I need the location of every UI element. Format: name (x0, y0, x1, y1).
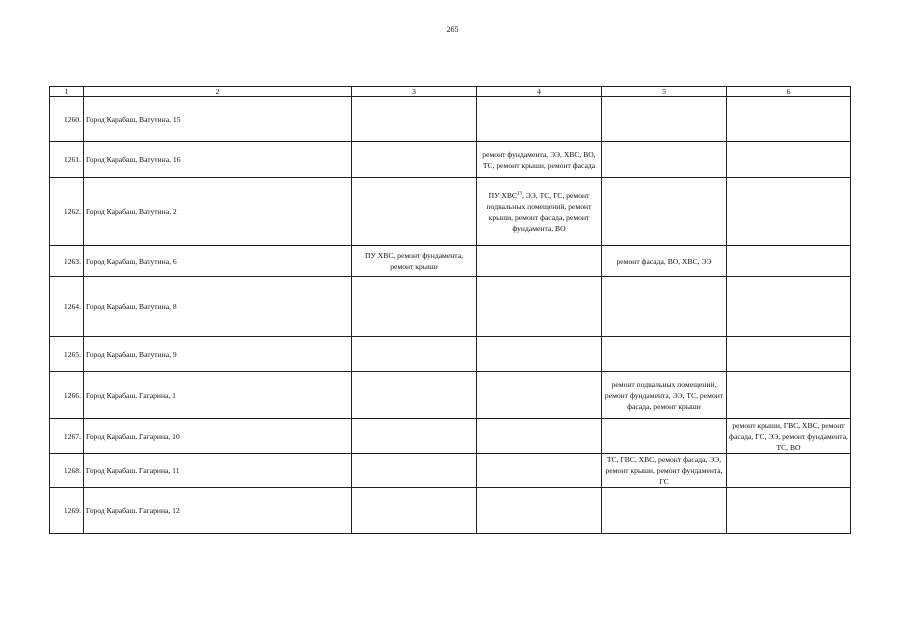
row-address: Город Карабаш, Ватутина, 9 (84, 337, 352, 372)
header-row (50, 87, 851, 97)
cell-col5 (602, 178, 727, 246)
cell-col6 (727, 372, 851, 419)
cell-col4-suffix: , ЭЭ, ТС, ГС, ремонт подвальных помещений, ремонт крыши, ремонт фасада, ремонт фундамента, ВО (486, 190, 592, 233)
table-row (50, 246, 851, 277)
cell-col4 (477, 372, 602, 419)
row-address: Город Карабаш, Гагарина, 1 (84, 372, 352, 419)
cell-col3 (352, 277, 477, 337)
cell-col3 (352, 337, 477, 372)
row-address: Город Карабаш, Гагарина, 10 (84, 419, 352, 454)
cell-col5: ТС, ГВС, ХВС, ремонт фасада, ЭЭ, ремонт крыши, ремонт фундамента, ГС (602, 454, 727, 488)
cell-col4 (477, 337, 602, 372)
cell-col4: ремонт фундамента, ЭЭ, ХВС, ВО, ТС, ремонт крыши, ремонт фасада (477, 142, 602, 178)
row-number: 1263. (50, 246, 84, 277)
row-number: 1269. (50, 488, 84, 534)
row-number: 1264. (50, 277, 84, 337)
cell-col3 (352, 419, 477, 454)
row-number: 1261. (50, 142, 84, 178)
table-row (50, 178, 851, 246)
cell-col6 (727, 277, 851, 337)
table-row (50, 142, 851, 178)
cell-col4 (477, 277, 602, 337)
cell-col3 (352, 97, 477, 142)
table-row (50, 419, 851, 454)
column-header-6: 6 (727, 87, 851, 97)
cell-col3 (352, 178, 477, 246)
row-address: Город Карабаш, Ватутина, 8 (84, 277, 352, 337)
cell-col5 (602, 277, 727, 337)
table-row (50, 372, 851, 419)
row-address: Город Карабаш, Гагарина, 12 (84, 488, 352, 534)
cell-col3 (352, 372, 477, 419)
row-address: Город Карабаш, Гагарина, 11 (84, 454, 352, 488)
cell-col4 (477, 488, 602, 534)
cell-col3: ПУ ХВС, ремонт фундамента, ремонт крыши (352, 246, 477, 277)
row-number: 1266. (50, 372, 84, 419)
cell-col4 (477, 178, 602, 246)
page-number: 265 (446, 25, 459, 34)
cell-col4 (477, 246, 602, 277)
cell-col6 (727, 97, 851, 142)
row-number: 1265. (50, 337, 84, 372)
cell-col3 (352, 142, 477, 178)
cell-col5: ремонт фасада, ВО, ХВС, ЭЭ (602, 246, 727, 277)
row-number: 1267. (50, 419, 84, 454)
column-header-4: 4 (477, 87, 602, 97)
cell-col5 (602, 488, 727, 534)
cell-col4 (477, 454, 602, 488)
row-number: 1260. (50, 97, 84, 142)
cell-col4-prefix: ПУ ХВС (488, 190, 517, 200)
row-address: Город Карабаш, Ватутина, 6 (84, 246, 352, 277)
cell-col6 (727, 337, 851, 372)
row-number: 1262. (50, 178, 84, 246)
table-row (50, 454, 851, 488)
column-header-3: 3 (352, 87, 477, 97)
register-table (49, 86, 851, 534)
cell-col6: ремонт крыши, ГВС, ХВС, ремонт фасада, ГС, ЭЭ, ремонт фундамента, ТС, ВО (727, 419, 851, 454)
cell-col3 (352, 488, 477, 534)
cell-col5: ремонт подвальных помещений, ремонт фундамента, ЭЭ, ТС, ремонт фасада, ремонт крыши (602, 372, 727, 419)
cell-col5 (602, 97, 727, 142)
table-row (50, 337, 851, 372)
cell-col4 (477, 97, 602, 142)
column-header-2: 2 (84, 87, 352, 97)
cell-col6 (727, 454, 851, 488)
row-address: Город Карабаш, Ватутина, 15 (84, 97, 352, 142)
cell-col4 (477, 419, 602, 454)
cell-col5 (602, 142, 727, 178)
row-address: Город Карабаш, Ватутина, 2 (84, 178, 352, 246)
footnote-mark: 13 (516, 190, 522, 196)
cell-col6 (727, 178, 851, 246)
row-address: Город Карабаш, Ватутина, 16 (84, 142, 352, 178)
row-number: 1268. (50, 454, 84, 488)
cell-col3 (352, 454, 477, 488)
table-row (50, 97, 851, 142)
cell-col6 (727, 142, 851, 178)
cell-col6 (727, 246, 851, 277)
column-header-5: 5 (602, 87, 727, 97)
cell-col5 (602, 337, 727, 372)
table-row (50, 488, 851, 534)
table-row (50, 277, 851, 337)
cell-col6 (727, 488, 851, 534)
cell-col5 (602, 419, 727, 454)
column-header-1: 1 (50, 87, 84, 97)
